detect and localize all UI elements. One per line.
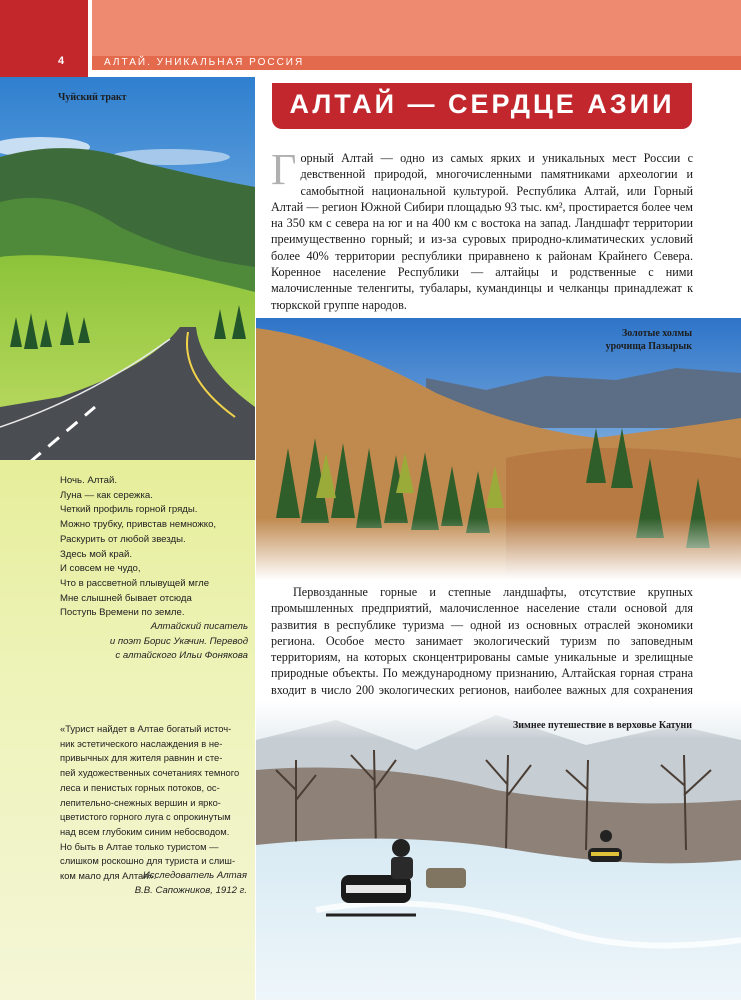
hills-caption — [560, 328, 692, 353]
poem-line: Четкий профиль горной гряды. — [60, 504, 198, 516]
poem-line: Поступь Времени по земле. — [60, 607, 185, 619]
winter-caption: Зимнее путешествие в верховье Катуни — [512, 720, 692, 731]
header-salmon-block — [92, 0, 741, 56]
quote-line: Но быть в Алтае только туристом — — [60, 840, 219, 852]
poem-line: Можно трубку, привстав немножко, — [60, 519, 217, 531]
quote-line: цветистого горного луга с опрокинутым — [60, 811, 231, 823]
quote-line: лепительно-снежных вершин и ярко- — [60, 796, 221, 808]
poem-attribution-line: Алтайский писатель — [150, 621, 248, 632]
poem-line: Здесь мой край. — [60, 548, 133, 560]
quote-line: леса и пенистых горных потоков, ос- — [60, 781, 220, 793]
poem-line: Луна — как сережка. — [60, 489, 153, 501]
poem-attribution-line: и поэт Борис Укачин. Перевод — [109, 635, 248, 647]
golden-hills-photo — [256, 318, 741, 580]
intro-text: орный Алтай — одно из самых ярких и уникальных мест России с девственной природой, многочисленными памятниками археологии и самобытной национальной культурой. Республика Алтай, или Горный Алтай — регион Южной Сибири площадью 93 тыс. км², простирается более чем на 350 км с севера на юг и на 400 км с востока на запад. Ландшафт территории преимущественно горный; и из-за суровых природно-климатических условий более 40% территории республики приравнено к районам Крайнего Севера. Коренное население Республики — алтайцы и родственные с ними малочисленные теленгиты, тубалары, кумандинцы и челканцы принадлежат к тюркской группе народов. — [271, 151, 693, 312]
body-paragraph: Первозданные горные и степные ландшафты, отсутствие крупных промышленных предприятий, малочисленное население стали основой для развития в республике туризма — одной из основных отраслей экономики региона. Особое место занимает экологический туризм по заповедным территориям, на которых сконцентрированы самые уникальные и зрелищные природные объекты. По международному признанию, Алтайская горная страна входит в число 200 экологических регионов, наиболее важных для сохранения — [271, 585, 693, 697]
title-banner — [272, 83, 692, 129]
winter-trip-photo — [256, 700, 741, 1000]
poem-line: И совсем не чудо, — [60, 563, 141, 575]
road-photo — [0, 77, 255, 477]
poem-line: Мне слышней бывает отсюда — [60, 592, 192, 604]
poem-attribution-line: с алтайского Ильи Фонякова — [115, 650, 248, 662]
header-red-block — [0, 0, 88, 77]
quote-attribution-line: Исследователь Алтая — [142, 870, 247, 881]
quote-line: привычных для жителя равнин и сте- — [60, 752, 223, 764]
road-caption: Чуйский тракт — [58, 92, 127, 103]
running-title: АЛТАЙ. УНИКАЛЬНАЯ РОССИЯ — [104, 57, 305, 68]
quote-attribution — [95, 869, 247, 898]
poem — [60, 474, 216, 621]
hills-caption-line: урочища Пазырык — [605, 340, 692, 352]
quote-line: слишком роскошно для туриста и слиш- — [60, 855, 236, 867]
drop-cap: Г — [271, 145, 297, 194]
quote-line: пей художественных сочетаниях темного — [60, 767, 240, 779]
quote-line: ник эстетического наслаждения в не- — [60, 737, 223, 749]
intro-paragraph — [271, 145, 693, 313]
page-title: АЛТАЙ — СЕРДЦЕ АЗИИ — [289, 89, 675, 119]
quote-line: ком мало для Алтая». — [60, 870, 157, 882]
quote-attribution-line: В.В. Сапожников, 1912 г. — [134, 884, 247, 896]
poem-attribution — [100, 620, 248, 664]
poem-line: Что в рассветной плывущей мгле — [60, 577, 210, 589]
hills-caption-line: Золотые холмы — [622, 328, 692, 339]
quote-line: «Турист найдет в Алтае богатый источ- — [60, 723, 232, 734]
poem-line: Раскурить от любой звезды. — [60, 533, 186, 545]
quote-line: над всем глубоким синим небосводом. — [60, 825, 230, 837]
quote — [60, 722, 252, 884]
poem-line: Ночь. Алтай. — [60, 475, 118, 486]
page-number: 4 — [58, 55, 65, 67]
